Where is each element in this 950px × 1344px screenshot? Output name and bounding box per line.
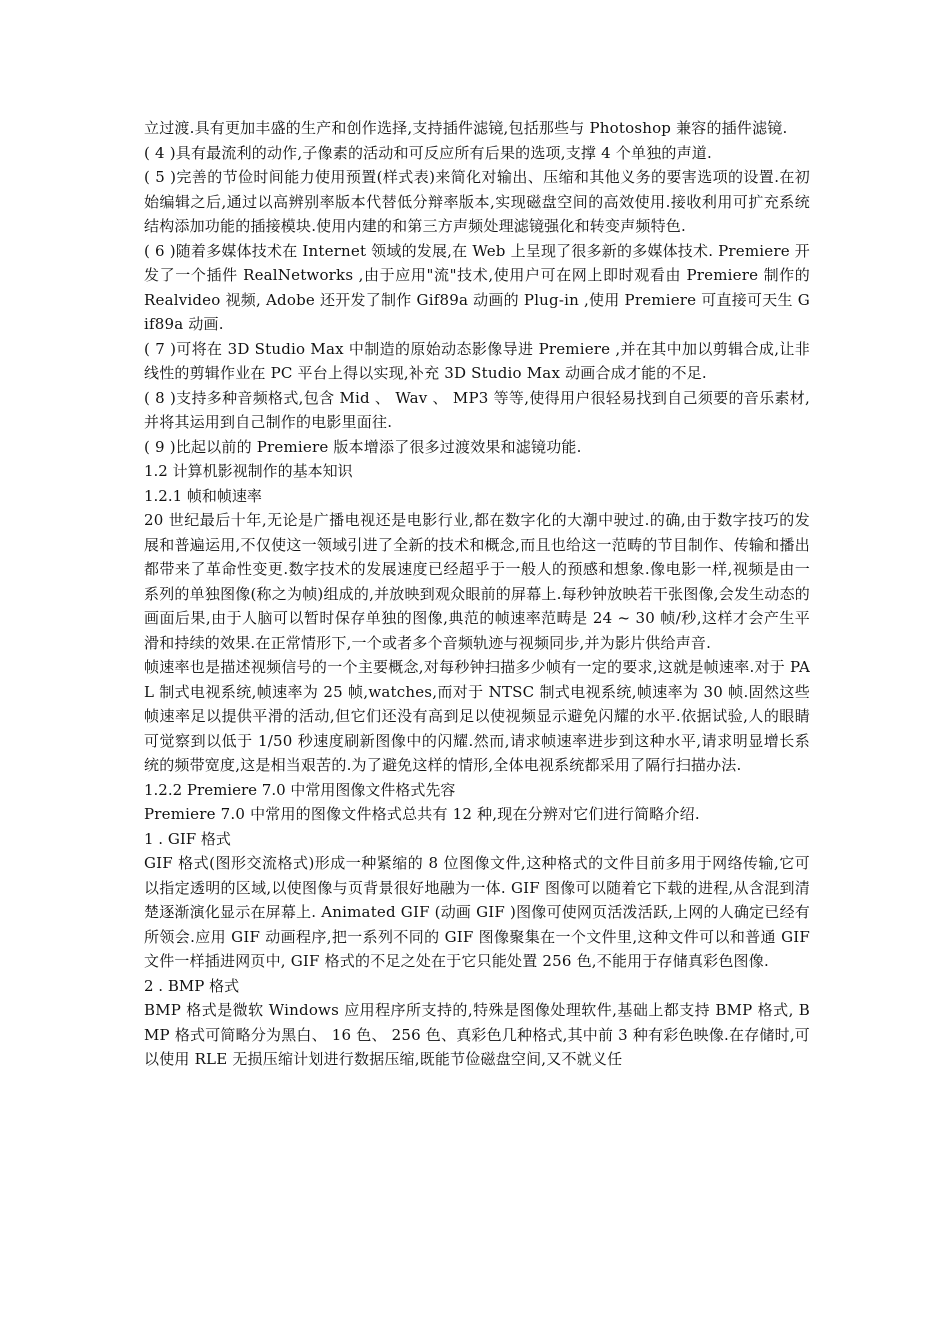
format-heading-bmp: 2 . BMP 格式 bbox=[144, 976, 240, 995]
paragraph-item-6: ( 6 )随着多媒体技术在 Internet 领域的发展,在 Web 上呈现了很多新的多媒体技术. Premiere 开发了一个插件 RealNetworks ,由于应用"流"技术,使用户可在网上即时观看由 Premiere 制作的 Realvideo 视频, Adobe 还开发了制作 Gif89a 动画的 Plug-in ,使用 Premiere 可直接可天生 Gif89a 动画. bbox=[144, 241, 810, 333]
paragraph-item-4: ( 4 )具有最流利的动作,子像素的活动和可反应所有后果的选项,支撑 4 个单独的声道. bbox=[144, 143, 712, 162]
paragraph-formats-intro: Premiere 7.0 中常用的图像文件格式总共有 12 种,现在分辨对它们进行简略介绍. bbox=[144, 805, 700, 823]
section-heading-1-2: 1.2 计算机影视制作的基本知识 bbox=[144, 462, 353, 480]
section-heading-1-2-2: 1.2.2 Premiere 7.0 中常用图像文件格式先容 bbox=[144, 780, 456, 799]
paragraph-bmp: BMP 格式是微软 Windows 应用程序所支持的,特殊是图像处理软件,基础上都支持 BMP 格式, BMP 格式可简略分为黑白、 16 色、 256 色、真彩色几种格式,其中前 3 种有彩色映像.在存储时,可以使用 RLE 无损压缩计划进行数据压缩,既能节俭磁盘空间,又不就义任 bbox=[144, 1001, 810, 1068]
paragraph-item-7: ( 7 )可将在 3D Studio Max 中制造的原始动态影像导进 Premiere ,并在其中加以剪辑合成,让非线性的剪辑作业在 PC 平台上得以实现,补充 3D Studio Max 动画合成才能的不足. bbox=[144, 339, 810, 382]
paragraph-item-5: ( 5 )完善的节俭时间能力使用预置(样式表)来简化对输出、压缩和其他义务的要害选项的设置.在初始编辑之后,通过以高辨别率版本代替低分辩率版本,实现磁盘空间的高效使用.接收利用可扩充系统结构添加功能的插接模块.使用内建的和第三方声频处理滤镜强化和转变声频特色. bbox=[144, 168, 810, 235]
paragraph-item-9: ( 9 )比起以前的 Premiere 版本增添了很多过渡效果和滤镜功能. bbox=[144, 437, 582, 456]
format-heading-gif: 1 . GIF 格式 bbox=[144, 829, 231, 848]
paragraph-frames-intro: 20 世纪最后十年,无论是广播电视还是电影行业,都在数字化的大潮中驶过.的确,由于数字技巧的发展和普遍运用,不仅使这一领域引进了全新的技术和概念,而且也给这一范畴的节目制作、传输和播出都带来了革命性变更.数字技术的发展速度已经超乎于一般人的预感和想象.像电影一样,视频是由一系列的单独图像(称之为帧)组成的,并放映到观众眼前的屏幕上.每秒钟放映若干张图像,会发生动态的画面后果,由于人脑可以暂时保存单独的图像,典范的帧速率范畴是 24 ~ 30 帧/秒,这样才会产生平滑和持续的效果.在正常情形下,一个或者多个音频轨迹与视频同步,并为影片供给声音. bbox=[144, 511, 810, 652]
paragraph-gif: GIF 格式(图形交流格式)形成一种紧缩的 8 位图像文件,这种格式的文件目前多用于网络传输,它可以指定透明的区域,以使图像与页背景很好地融为一体. GIF 图像可以随着它下载的进程,从含混到清楚逐渐演化显示在屏幕上. Animated GIF (动画 GIF )图像可使网页活泼活跃,上网的人确定已经有所领会.应用 GIF 动画程序,把一系列不同的 GIF 图像聚集在一个文件里,这种文件可以和普通 GIF 文件一样插进网页中, GIF 格式的不足之处在于它只能处置 256 色,不能用于存储真彩色图像. bbox=[144, 854, 810, 970]
paragraph-transition-continued: 立过渡.具有更加丰盛的生产和创作选择,支持插件滤镜,包括那些与 Photoshop 兼容的插件滤镜. bbox=[144, 119, 788, 137]
paragraph-frame-rate: 帧速率也是描述视频信号的一个主要概念,对每秒钟扫描多少帧有一定的要求,这就是帧速率.对于 PAL 制式电视系统,帧速率为 25 帧,watches,而对于 NTSC 制式电视系统,帧速率为 30 帧.固然这些帧速率足以提供平滑的活动,但它们还没有高到足以使视频显示避免闪耀的水平.依据试验,人的眼睛可觉察到以低于 1/50 秒速度刷新图像中的闪耀.然而,请求帧速率进步到这种水平,请求明显增长系统的频带宽度,这是相当艰苦的.为了避免这样的情形,全体电视系统都采用了隔行扫描办法. bbox=[144, 658, 810, 774]
paragraph-item-8: ( 8 )支持多种音频格式,包含 Mid 、 Wav 、 MP3 等等,使得用户很轻易找到自己须要的音乐素材,并将其运用到自己制作的电影里面往. bbox=[144, 388, 810, 431]
section-heading-1-2-1: 1.2.1 帧和帧速率 bbox=[144, 486, 262, 505]
document-page bbox=[144, 116, 810, 1072]
